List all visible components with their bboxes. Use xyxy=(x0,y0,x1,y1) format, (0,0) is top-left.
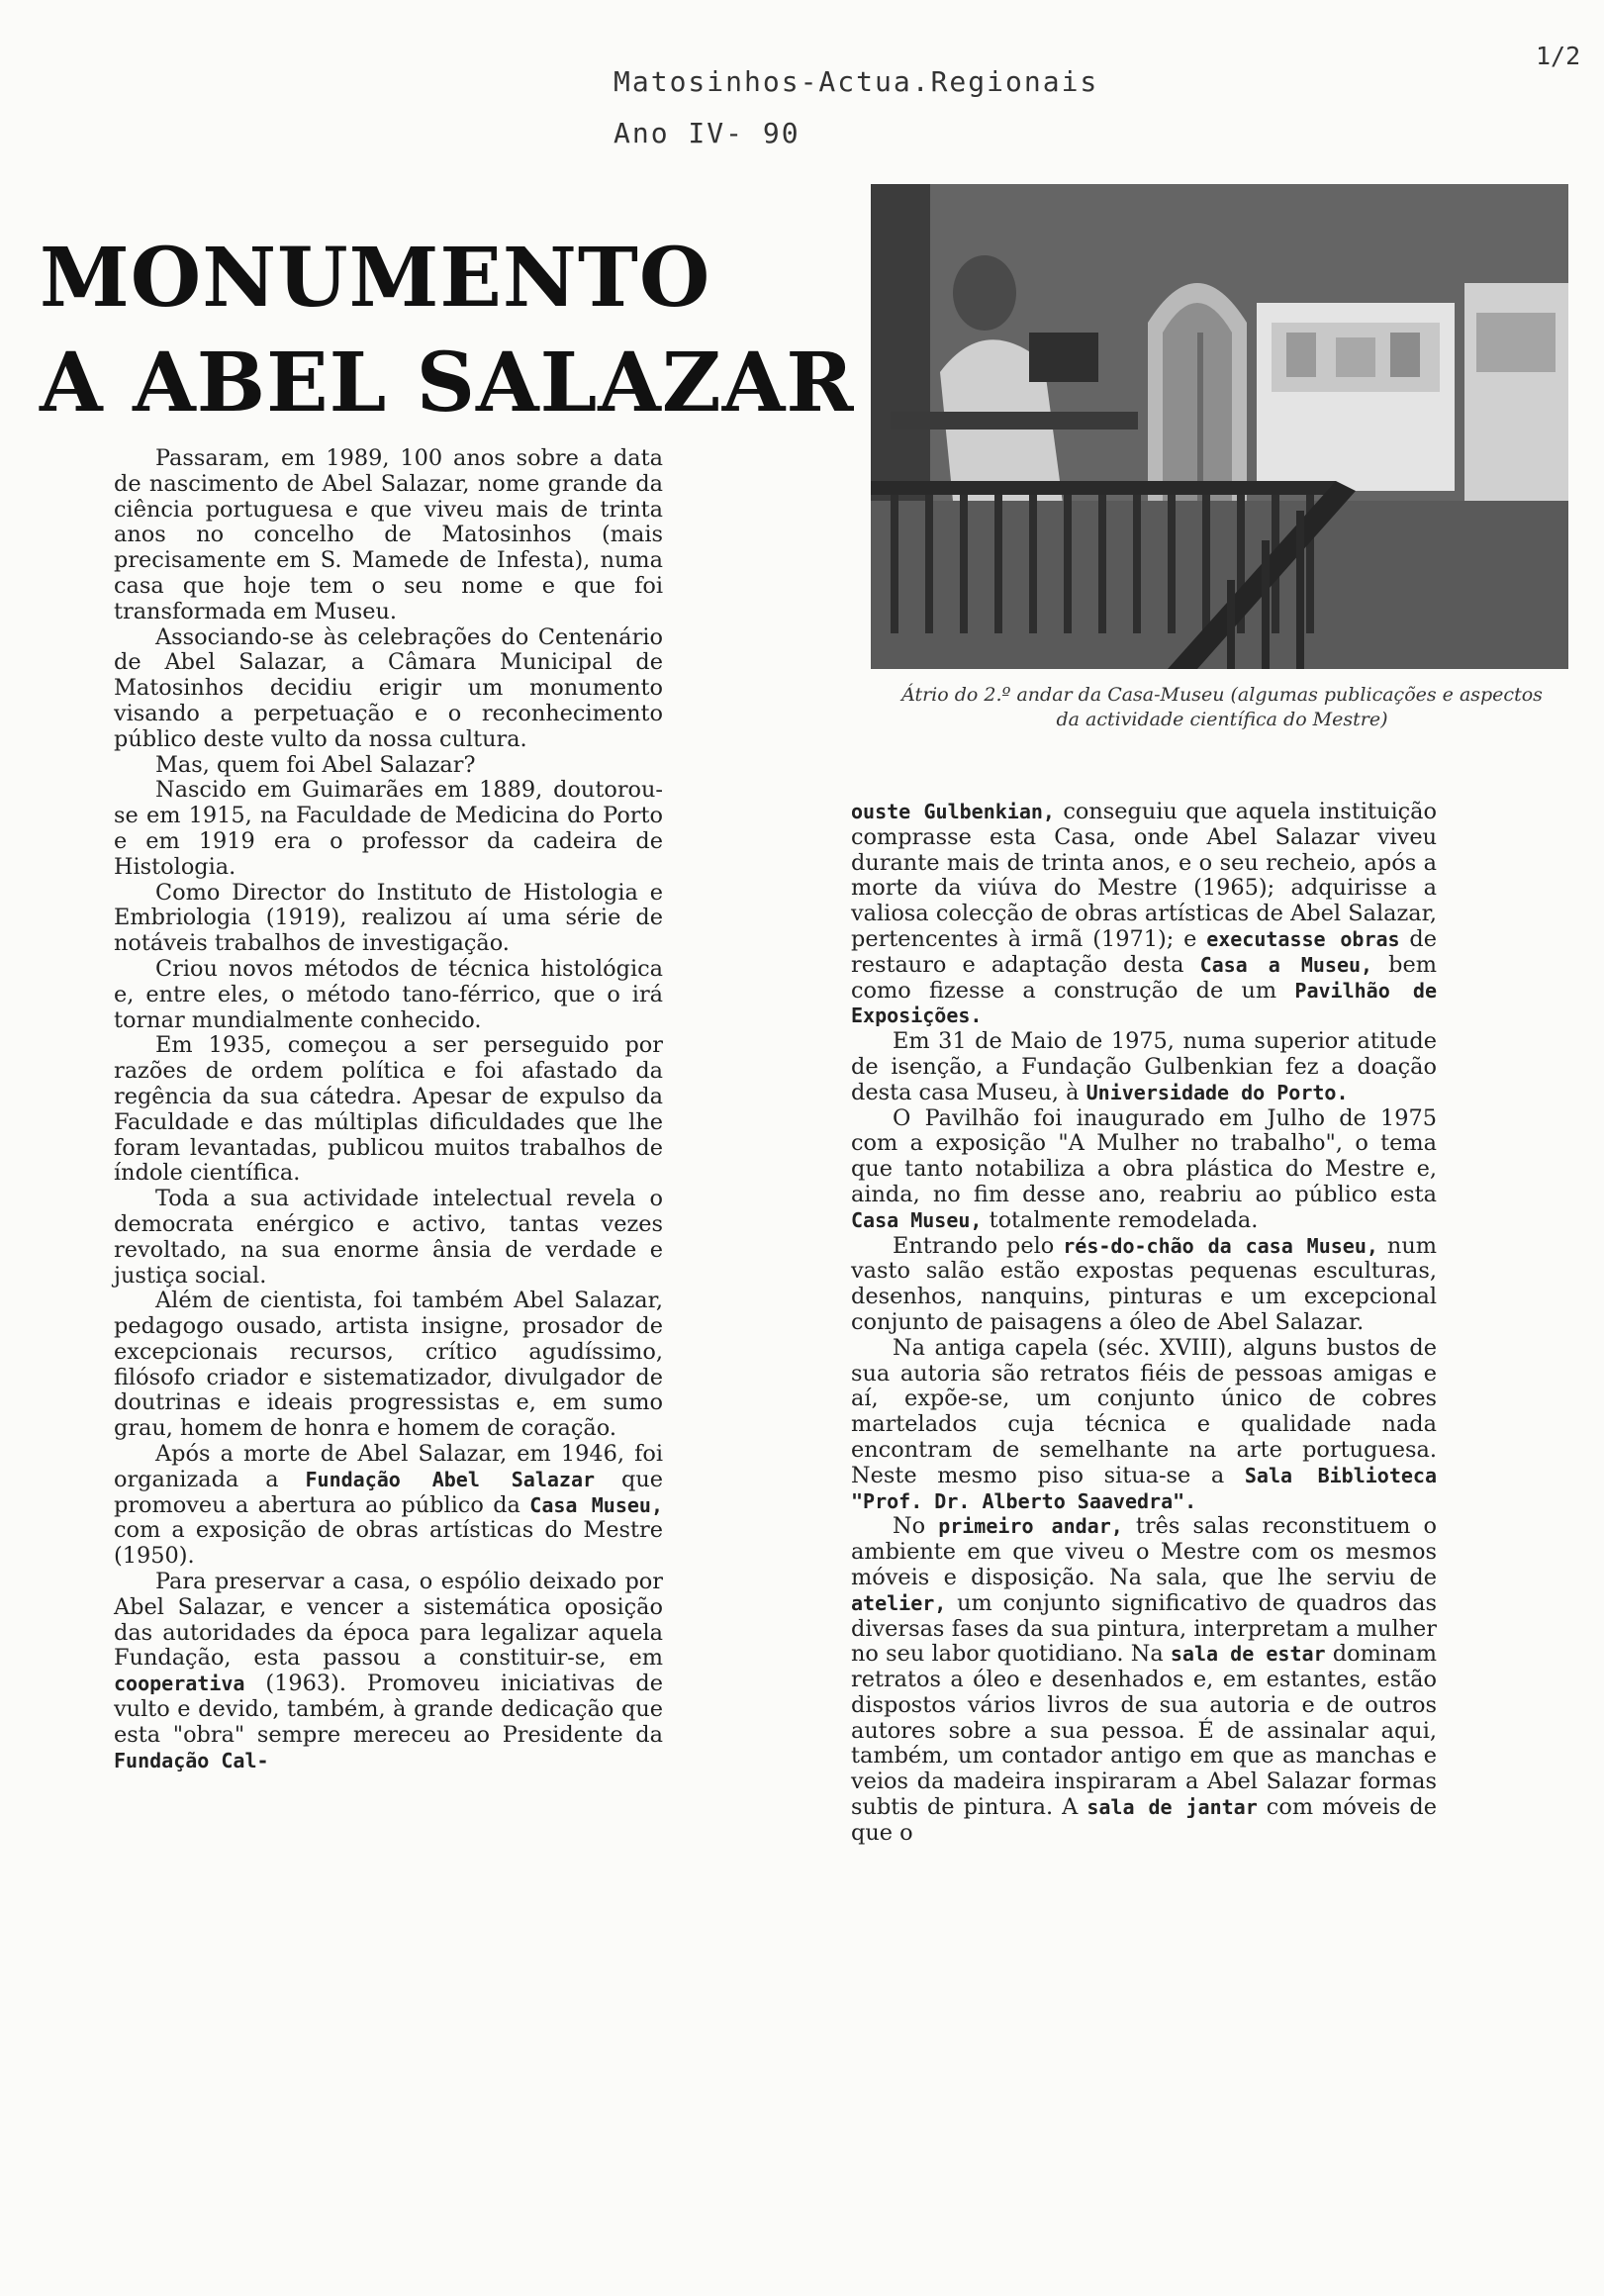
emphasis: atelier, xyxy=(851,1590,947,1615)
emphasis: rés-do-chão da casa Museu, xyxy=(1063,1233,1378,1258)
paragraph: Associando-se às celebrações do Centenário de Abel Salazar, a Câmara Municipal de Matosinhos decidiu erigir um monumento visando a perpetuação e o reconhecimento público deste vulto da nossa cultura. xyxy=(114,623,663,752)
paragraph xyxy=(851,1106,1437,1234)
paragraph xyxy=(851,800,1437,1029)
page-number: 1/2 xyxy=(1536,42,1581,70)
publication-issue: Ano IV- 90 xyxy=(613,117,801,149)
emphasis: Fundação Abel Salazar xyxy=(305,1467,596,1491)
emphasis: Fundação Cal- xyxy=(114,1748,269,1772)
text-run: conseguiu que aquela instituição comprasse esta Casa, onde Abel Salazar viveu durante mais de trinta anos, e o seu recheio, após a morte da viúva do Mestre (1965); adquirisse a valiosa colecção de obras artísticas de Abel Salazar, pertencentes à irmã (1971); e xyxy=(851,799,1437,952)
text-run: com a exposição de obras artísticas do Mestre (1950). xyxy=(114,1517,663,1570)
emphasis: Sala Biblioteca "Prof. Dr. Alberto Saavedra". xyxy=(851,1463,1437,1513)
text-run: Em 31 de Maio de 1975, numa superior atitude de isenção, a Fundação Gulbenkian fez a doação desta casa Museu, à xyxy=(851,1028,1437,1105)
headline-line-1: MONUMENTO xyxy=(40,231,711,326)
paragraph xyxy=(851,1234,1437,1336)
publication-name: Matosinhos-Actua.Regionais xyxy=(613,65,1099,98)
text-run: um conjunto significativo de quadros das diversas fases da sua pintura, interpretam a mulher no seu labor quotidiano. Na xyxy=(851,1589,1437,1668)
text-run: dominam retratos a óleo e desenhados e, em estantes, estão dispostos vários livros de sua autoria e de outros autores sobre a sua pessoa. É de assinalar aqui, também, um contador antigo em que as manchas e veios da madeira inspiraram a Abel Salazar formas subtis de pintura. A xyxy=(851,1641,1437,1821)
paragraph: Nascido em Guimarães em 1889, doutorou-se em 1915, na Faculdade de Medicina do Porto e em 1919 era o professor da cadeira de Histologia. xyxy=(114,777,663,880)
emphasis: sala de jantar xyxy=(1086,1795,1258,1820)
emphasis: executasse obras xyxy=(1206,926,1400,951)
right-column xyxy=(851,800,1437,1847)
article-headline xyxy=(40,226,855,435)
photo-illustration xyxy=(871,184,1568,669)
text-run: totalmente remodelada. xyxy=(982,1206,1259,1233)
emphasis: Casa Museu, xyxy=(529,1492,664,1517)
paragraph: Criou novos métodos de técnica histológica e, entre eles, o método tano-férrico, que o irá tornar mundialmente conhecido. xyxy=(114,955,663,1033)
emphasis: Pavilhão de Exposições. xyxy=(851,978,1437,1028)
text-run: com móveis de que o xyxy=(851,1794,1437,1846)
text-run: O Pavilhão foi inaugurado em Julho de 1975 com a exposição "A Mulher no trabalho", o tema que tanto notabiliza a obra plástica do Mestre e, ainda, no fim desse ano, reabriu ao público esta xyxy=(851,1104,1437,1207)
left-column xyxy=(114,446,663,1773)
paragraph xyxy=(851,1336,1437,1515)
paragraph xyxy=(851,1029,1437,1105)
emphasis: sala de estar xyxy=(1170,1642,1326,1667)
text-run: No xyxy=(893,1513,939,1540)
paragraph: Passaram, em 1989, 100 anos sobre a data de nascimento de Abel Salazar, nome grande da ciência portuguesa e que viveu mais de trinta anos no concelho de Matosinhos (mais precisamente em S. Mamede de Infesta), numa casa que hoje tem o seu nome e que foi transformada em Museu. xyxy=(114,445,663,624)
text-run: num vasto salão estão expostas pequenas esculturas, desenhos, nanquins, pinturas e um excepcional conjunto de paisagens a óleo de Abel Salazar. xyxy=(851,1232,1437,1335)
emphasis: ouste Gulbenkian, xyxy=(851,800,1055,823)
text-run: Após a morte de Abel Salazar, em 1946, foi organizada a xyxy=(114,1441,663,1492)
emphasis: Casa Museu, xyxy=(851,1207,983,1232)
paragraph xyxy=(114,1442,663,1570)
photo-caption: Átrio do 2.º andar da Casa-Museu (algumas publicações e aspectos da actividade científica do Mestre) xyxy=(901,684,1543,730)
paragraph: Toda a sua actividade intelectual revela o democrata enérgico e activo, tantas vezes revoltado, na sua enorme ânsia de verdade e justiça social. xyxy=(114,1186,663,1289)
text-run: Na antiga capela (séc. XVIII), alguns bustos de sua autoria são retratos fiéis de pessoas amigas e aí, expõe-se, um conjunto único de cobres martelados cuja técnica e qualidade nada encontram de semelhante na arte portuguesa. Neste mesmo piso situa-se a xyxy=(851,1334,1437,1488)
paragraph: Em 1935, começou a ser perseguido por razões de ordem política e foi afastado da regência da sua cátedra. Apesar de expulso da Faculdade e das múltiplas dificuldades que lhe foram levantadas, publicou muitos trabalhos de índole científica. xyxy=(114,1032,663,1187)
paragraph: Além de cientista, foi também Abel Salazar, pedagogo ousado, artista insigne, prosador de excepcionais recursos, crítico agudíssimo, filósofo criador e sistematizador, divulgador de doutrinas e ideais progressistas e, em sumo grau, homem de honra e homem de coração. xyxy=(114,1288,663,1442)
text-run: de restauro e adaptação desta xyxy=(851,925,1438,978)
emphasis: primeiro andar, xyxy=(938,1514,1123,1539)
paragraph: Como Director do Instituto de Histologia e Embriologia (1919), realizou aí uma série de notáveis trabalhos de investigação. xyxy=(114,879,663,957)
emphasis: cooperativa xyxy=(114,1672,245,1696)
text-run: Entrando pelo xyxy=(893,1232,1064,1259)
text-run: que promoveu a abertura ao público da xyxy=(114,1466,663,1518)
museum-atrium-photo xyxy=(871,184,1568,669)
emphasis: Casa a Museu, xyxy=(1199,952,1373,977)
text-run: (1963). Promoveu iniciativas de vulto e devido, também, à grande dedicação que esta "obra" sempre mereceu ao Presidente da xyxy=(114,1671,663,1748)
text-run: bem como fizesse a construção de um xyxy=(851,951,1437,1004)
paragraph: Mas, quem foi Abel Salazar? xyxy=(155,751,476,778)
text-run: três salas reconstituem o ambiente em que viveu o Mestre com os mesmos móveis e disposição. Na sala, que lhe serviu de xyxy=(851,1513,1437,1590)
paragraph xyxy=(851,1514,1437,1846)
text-run: Para preservar a casa, o espólio deixado por Abel Salazar, e vencer a sistemática oposição das autoridades da época para legalizar aquela Fundação, esta passou a constituir-se, em xyxy=(114,1569,663,1672)
paragraph xyxy=(114,1570,663,1773)
emphasis: Universidade do Porto. xyxy=(1085,1080,1349,1104)
headline-line-2: A ABEL SALAZAR xyxy=(40,335,855,430)
